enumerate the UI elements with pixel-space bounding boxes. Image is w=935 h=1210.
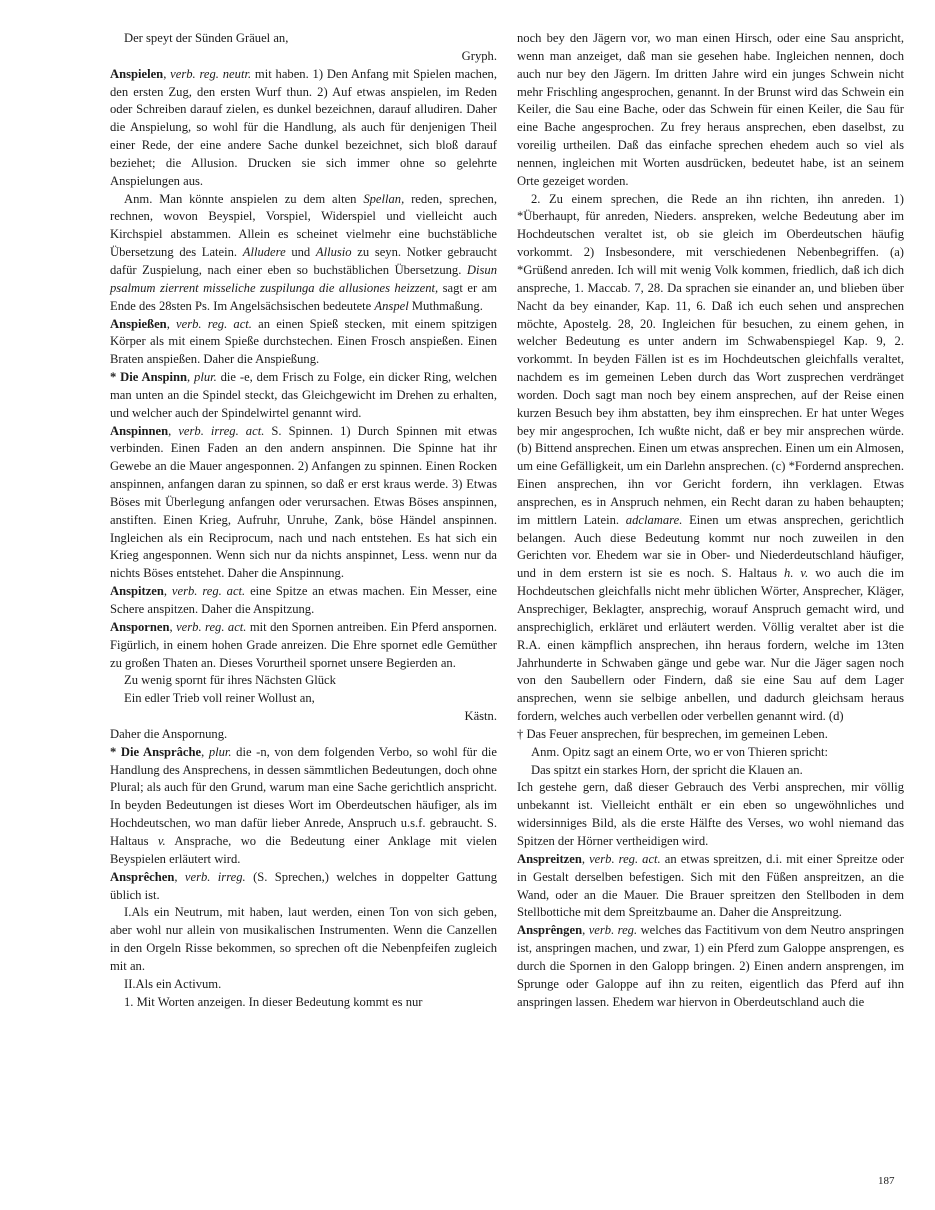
annotation-text: Muthmaßung. [408,298,483,313]
headword-text: Die Anspinn [120,370,188,385]
verse-source: Gryph. [461,48,497,63]
entry-anspreitzen: Anspreitzen, verb. reg. act. an etwas spreitzen, d.i. mit einer Spreitze oder in Gestalt derselben befestigen. Sich mit den Füßen anspreitzen, an die Wand, oder an die Mauer. Die Brauer spreitzen den Stellboden in dem Stellbottiche mit dem Spreitzbaume an. Daher die Anspreitzung. [517,851,905,920]
headword: Anspielen [110,66,164,81]
annotation-paragraph: Anm. Opitz sagt an einem Orte, wo er von Thieren spricht: [531,744,829,759]
sense-paragraph: 1. Mit Worten anzeigen. In dieser Bedeutung kommt es nur [124,994,423,1009]
headword: Ansprêchen [110,869,175,884]
headword: Anspinnen [110,423,169,438]
left-column [110,30,497,1011]
verse-line: Ein edler Trieb voll reiner Wollust an, [124,691,315,706]
grammar-label: verb. reg. [588,923,638,938]
entry-text: S. Spinnen. 1) Durch Spinnen mit etwas verbinden. Einen Faden an den andern anspinnen. Die Spinne hat ihr Gewebe an die Mauer angesponnen. 2) Anfangen zu spinnen. Einen Rocken anspinnen, anfangen daran zu spinnen, so daß er erst kraus werde. 3) Etwas Böses mit Überlegung anfangen oder verursachen. Etwas Böses anspinnen, anstiften. Einen Krieg, Aufruhr, Unruhe, Zank, böse Händel anspinnen. Ingleichen als ein Reciprocum, nach und nach entstehen. Es hat sich ein Krieg angesponnen. Wenn sich nur da nichts anspinnet, Less. wenn nur da nichts Böses entstehet. Daher die Anspinnung. [110,423,497,581]
sense-text: Einen um etwas ansprechen, gerichtlich belangen. Auch diese Bedeutung kommt nur noch zuweilen in den Gerichten vor. Ehedem war sie in Ober- und Niederdeutschland häufiger, und in dem erstern ist sie es noch. S. Haltaus [517,512,904,581]
annotation-text: zu seyn. Notker gebraucht dafür Zuspielung, nach einer eben so buchstäblichen Übersetzung. [110,245,498,277]
entry-text: eine Spitze an etwas machen. Ein Messer, eine Schere anspitzen. Daher die Anspitzung. [110,584,497,616]
page-number: 187 [878,1175,895,1187]
grammar-label: verb. reg. act. [176,316,252,331]
annotation-anspielen [110,191,497,316]
verse-line: Das spitzt ein starkes Horn, der spricht die Klauen an. [531,762,803,777]
sense-paragraph: II.Als ein Activum. [124,976,222,991]
entry-anspinn: * Die Anspinn, plur. die -e, dem Frisch zu Folge, ein dicker Ring, welchen man unten an die Spindel steckt, das Gleichgewicht im Drehen zu erhalten, und welcher auch der Spindelwirtel genannt wird. [110,370,497,420]
entry-anspiessen: Anspießen, verb. reg. act. an einen Spieß stecken, mit einem spitzigen Körper als mit einem Spieße durchstechen. Einen Frosch anspießen. Einen Braten anspießen. Daher die Anspießung. [110,316,498,367]
sense-paragraph [517,191,904,726]
grammar-label: plur. [208,744,232,759]
entry-ansprengen: Ansprêngen, verb. reg. welches das Factitivum von dem Neutro anspringen ist, anspringen machen, und zwar, 1) ein Pferd zum Galoppe ansprengen, es durch die Spornen in den Galopp bringen. 2) Einen andern ansprengen, im Sprunge oder Galoppe auf ihn zu reiten, eigentlich das Pferd auf ihn anspringen lassen. Ehedem war hiervon in Oberdeutschland auch die [517,923,905,1009]
obsolete-marker: * [110,744,121,759]
verse-line: Zu wenig spornt für ihres Nächsten Glück [124,673,336,688]
entry-anspinnen: Anspinnen, verb. irreg. act. S. Spinnen. 1) Durch Spinnen mit etwas verbinden. Einen Faden an den andern anspinnen. Die Spinne hat ihr Gewebe an die Mauer angesponnen. 2) Anfangen zu spinnen. Einen Rocken anspinnen, anfangen daran zu spinnen, so daß er erst kraus werde. 3) Etwas Böses mit Überlegung anfangen oder verursachen. Etwas Böses anspinnen, anstiften. Einen Krieg, Aufruhr, Unruhe, Zank, böse Händel anspinnen. Ingleichen als ein Reciprocum, nach und nach entstehen. Es hat sich ein Krieg angesponnen. Wenn sich nur da nichts anspinnet, Less. wenn nur da nichts Böses entstehet. Daher die Anspinnung. [110,423,497,581]
entry-text: an einen Spieß stecken, mit einem spitzigen Körper als mit einem Spieße durchstechen. Einen Frosch anspießen. Einen Braten anspießen. Daher die Anspießung. [110,316,498,367]
entry-text: die -n, von dem folgenden Verbo, so wohl für die Handlung des Ansprechens, in dessen sämmtlichen Bedeutungen, doch ohne Plural; als auch für den Grund, warum man eine Sache gerichtlich anspricht. In beyden Bedeutungen ist dieses Wort im Oberdeutschen häufiger, als im Hochdeutschen, wo man dafür lieber Anrede, Anspruch u.s.f. gebraucht. S. Haltaus [110,744,497,848]
grammar-label: verb. irreg. [184,869,246,884]
grammar-label: verb. reg. act. [171,584,246,599]
italic-term: v. [157,833,166,848]
annotation-text: und [285,245,316,260]
italic-quote: Disun psalmum zierrent misseliche zuspilunga die allusiones heizzent, [110,262,497,295]
entry-anspitzen: Anspitzen, verb. reg. act. eine Spitze an etwas machen. Ein Messer, eine Schere anspitzen. Daher die Anspitzung. [110,584,497,616]
grammar-label: verb. reg. act. [176,619,247,634]
annotation-text: sagt er am Ende des 28sten Ps. Im Angelsächsischen bedeutete [110,280,497,313]
entry-text: welches das Factitivum von dem Neutro anspringen ist, anspringen machen, und zwar, 1) ein Pferd zum Galoppe ansprengen, es durch die Spornen in den Galopp bringen. 2) Einen andern ansprengen, im Sprunge oder Galoppe auf ihn zu reiten, eigentlich das Pferd auf ihn anspringen lassen. Ehedem war hiervon in Oberdeutschland auch die [517,923,905,1009]
headword: Anspießen [110,316,167,331]
headword: Anspitzen [110,584,164,599]
grammar-label: verb. reg. act. [589,851,661,866]
right-column [517,30,904,1011]
italic-term: adclamare. [625,512,683,527]
sense-text: 2. Zu einem sprechen, die Rede an ihn richten, ihn anreden. 1) *Überhaupt, für anreden, Nieders. anspreken, welche Bedeutung aber im Hochdeutschen veraltet ist, ob sie gleich im Oberdeutschen häufig vorkommt. 2) Insbesondere, mit verschiedenen Nebenbegriffen. (a) *Grüßend anreden. Ich will mit wenig Volk kommen, friedlich, daß ich dich anspreche, 1. Maccab. 7, 28. Da sprachen sie einander an, und blieben über Nacht da bey einander, Kap. 11, 6. Daß ich euch sehen und ansprechen möchte, Apostelg. 28, 20. Ingleichen für besuchen, zu einem gehen, in welcher Bedeutung es unter andern im Schwabenspiegel Kap. 9, 2. vorkommt. In beyden Fällen ist es im Hochdeutschen gleichfalls veraltet, nachdem es im gemeinen Leben durch das Wort zusprechen verdränget worden. Doch sagt man noch bey einem ansprechen, auf der Reise einen kurzen Besuch bey ihm abstatten, bey ihm einsprechen. Er hat unter Weges bey mir angesprochen, Ich wußte nicht, daß er bey mir ansprechen würde. (b) Bittend ansprechen. Einen um etwas ansprechen. Einen um ein Almosen, um eine Gefälligkeit, um ein Darlehn ansprechen. (c) *Fordernd ansprechen. Einen ansprechen, ihn vor Gericht fordern, ihn verklagen. Etwas ansprechen, es in Anspruch nehmen, ein Recht daran zu haben behaupten; im mittlern Latein. [517,191,904,527]
entry-ansprache: * Die Ansprâche, plur. die -n, von dem folgenden Verbo, so wohl für die Handlung des Ansprechens, in dessen sämmtlichen Bedeutungen, doch ohne Plural; als auch für den Grund, warum man eine Sache gerichtlich anspricht. In beyden Bedeutungen ist dieses Wort im Oberdeutschen häufiger, als im Hochdeutschen, wo man dafür lieber Anrede, Anspruch u.s.f. gebraucht. S. Haltaus v. Ansprache, wo die Bedeutung einer Anklage mit vielen Beyspielen erläutert wird. [110,744,497,866]
headword: Anspornen [110,619,170,634]
grammar-label: plur. [194,370,217,385]
entry-text: an etwas spreitzen, d.i. mit einer Spreitze oder in Gestalt derselben befestigen. Sich mit den Füßen anspreitzen, an die Wand, oder an die Mauer. Die Brauer spreitzen den Stellboden in dem Stellbottiche mit dem Spreitzbaume an. Daher die Anspreitzung. [517,851,905,920]
entry-anspornen: Anspornen, verb. reg. act. mit den Spornen antreiben. Ein Pferd anspornen. Figürlich, in einem hohen Grade anreizen. Die Ehre spornet edle Gemüther zu großen Thaten an. Dieses Vorurtheil spornet unsere Begierden an. [110,619,498,670]
obsolete-marker: * [110,370,121,385]
sense-paragraph: † Das Feuer ansprechen, für besprechen, im gemeinen Leben. [517,726,828,741]
italic-term: Anspel [374,298,409,313]
entry-text: die -e, dem Frisch zu Folge, ein dicker Ring, welchen man unten an die Spindel steckt, das Gleichgewicht im Drehen zu erhalten, und welcher auch der Spindelwirtel genannt wird. [110,370,497,420]
verse-source: Kästn. [464,709,497,724]
headword [110,745,201,759]
italic-term: Allusio [315,245,352,260]
entry-continuation: Daher die Anspornung. [110,726,228,741]
headword: Ansprêngen [517,923,583,938]
grammar-label: verb. irreg. act. [178,423,265,438]
verse-line: Der speyt der Sünden Gräuel an, [124,31,289,45]
sense-paragraph: noch bey den Jägern vor, wo man einen Hirsch, oder eine Sau anspricht, wenn man anzeiget, daß man sie gesehen habe. Ingleichen nennen, doch auch nur bey den Jägern. Im dritten Jahre wird ein junges Schwein nicht mehr Frischling angesprochen, genannt. In der Brunst wird das Schwein ein Keiler, die Sau eine Bache, oder das Schwein für einen Keiler, die Sau für eine Bache angesprochen. Zu frey heraus ansprechen, eben daselbst, zu voreilig urtheilen. Daß das einfache sprechen ehedem auch so viel als nennen, ingleichen mit Worten ausdrücken, bedeutet habe, ist an seinem Orte gezeiget worden. [517,31,904,188]
entry-ansprechen: Ansprêchen, verb. irreg. (S. Sprechen,) welches in doppelter Gattung üblich ist. [110,869,497,902]
entry-anspielen: Anspielen, verb. reg. neutr. mit haben. 1) Den Anfang mit Spielen machen, den ersten Zug, den ersten Wurf thun. 2) Auf etwas anspielen, im Reden oder Schreiben darauf zielen, es dunkel bezeichnen, darauf alludiren. Daher die Anspielung, so wohl für die Handlung, als auch für denjenigen Theil einer Rede, der eine andere Sache dunkel bezeichnet, sich bloß darauf beziehet; die Allusion. Drucken sie sich immer ohne so gelehrte Anspielungen aus. [110,66,498,188]
entry-text: (S. Sprechen,) welches in doppelter Gattung üblich ist. [110,869,497,902]
annotation-text: reden, sprechen, rechnen, wovon Beyspiel, Vorspiel, Widerspiel und vielleicht auch Kirchspiel abstammen. Allein es scheinet vielmehr eine buchstäbliche Übersetzung des Latein. [110,191,497,260]
italic-term: h. v. [784,566,809,581]
headword: Anspreitzen [517,851,582,866]
italic-term: Alludere [242,245,286,260]
italic-term: Spellan, [363,191,405,206]
annotation-text: Anm. Man könnte anspielen zu dem alten [124,191,364,206]
entry-text: Ansprache, wo die Bedeutung einer Anklage mit vielen Beyspielen erläutert wird. [110,833,497,866]
sense-paragraph: I.Als ein Neutrum, mit haben, laut werden, einen Ton von sich geben, aber wohl nur allein von musikalischen Instrumenten. Wenn die Canzellen in den Orgeln Risse bekommen, so sprechen oft die Nebenpfeifen zugleich mit an. [110,905,497,973]
headword [110,370,187,384]
entry-text: mit haben. 1) Den Anfang mit Spielen machen, den ersten Zug, den ersten Wurf thun. 2) Auf etwas anspielen, im Reden oder Schreiben darauf zielen, es dunkel bezeichnen, darauf alludiren. Daher die Anspielung, so wohl für die Handlung, als auch für denjenigen Theil einer Rede, der eine andere Sache dunkel bezeichnet, sich bloß darauf beziehet; die Allusion. Drucken sie sich immer ohne so gelehrte Anspielungen aus. [110,66,498,188]
annotation-paragraph: Ich gestehe gern, daß dieser Gebrauch des Verbi ansprechen, mir völlig unbekannt ist. Vielleicht enthält er ein eben so ungewöhnliches und widersinniges Bild, als die erste Hälfte des Verses, wo wohl niemand das Spitzen der Hörner vertheidigen wird. [517,780,904,848]
sense-text: wo auch die im Hochdeutschen gleichfalls nicht mehr üblichen Wörter, Ansprecher, Kläger, Ansprechiger, Beklagter, ansprechig, worauf Anspruch gemacht wird, und ansprechiglich, erkläret und erläutert werden. Völlig veraltet aber ist die R.A. einen kämpflich ansprechen, ihn heraus fordern, welche im 13ten Jahrhunderte in Schwaben gänge und gebe war. Nur die Jäger sagen noch von den Saubellern oder Findern, daß sie eine Sau auf dem Lager ansprechen, wenn sie selbige anbellen, und dadurch gleichsam heraus fordern, welches auch verbellen oder verbellen genannt wird. (d) [517,566,904,724]
grammar-label: verb. reg. neutr. [170,66,252,81]
entry-text: mit den Spornen antreiben. Ein Pferd anspornen. Figürlich, in einem hohen Grade anreizen. Die Ehre spornet edle Gemüther zu großen Thaten an. Dieses Vorurtheil spornet unsere Begierden an. [110,619,498,670]
headword-text: Die Ansprâche [120,744,202,759]
